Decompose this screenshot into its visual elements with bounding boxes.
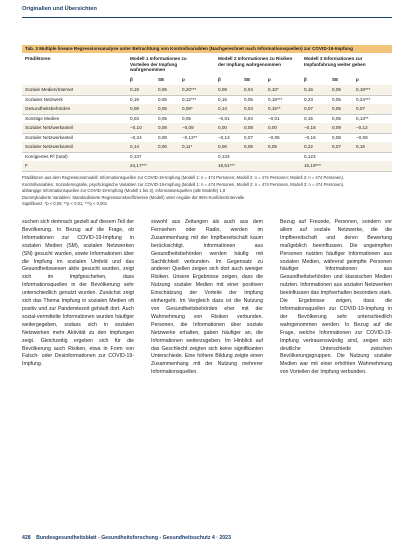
table-note: Dummykodierte Variablen: Standardisierte Regressionskoeffizienten (Modell) unter Angabe der 95%-Konfidenzintervalle bbox=[22, 194, 245, 200]
table-cell: 0,08 bbox=[332, 134, 341, 140]
table-cell: 0,23 bbox=[304, 96, 313, 102]
table-cell: 0,04 bbox=[244, 106, 253, 111]
table-cell: 0,09 bbox=[332, 125, 341, 130]
table-note: Kontrollvariablen: Soziodemografie, psychologische Variablen zur COVID-19-Impfung (Modell 1: n = 474 Personen, Modell 2: n = 474 Personen, Modell 3: n = 474 Personen). bbox=[22, 181, 345, 187]
table-cell: 0,133 bbox=[218, 153, 230, 159]
subhead: β bbox=[304, 77, 307, 82]
table-cell: 0,05 bbox=[332, 115, 341, 121]
row-label: Sozialer Netzwerkanteil bbox=[25, 125, 73, 130]
row-label: Sonstige Medien bbox=[25, 115, 60, 121]
table-cell: 0,16 bbox=[304, 87, 313, 92]
row-label: Sozialer Netzwerkanteil bbox=[25, 144, 73, 149]
model-2-header: Modell 2 Informationen zu Risiken der Impfung wahrgenommen bbox=[218, 56, 293, 67]
subhead: SE bbox=[332, 77, 339, 82]
table-cell: −0,12 bbox=[356, 125, 368, 130]
table-cell: 0,137 bbox=[130, 153, 142, 159]
table-cell: 0,14 bbox=[218, 106, 227, 111]
table-cell: 0,05 bbox=[332, 96, 341, 102]
table-cell: 0,06 bbox=[158, 144, 167, 149]
table-cell: 0,18*** bbox=[356, 87, 371, 92]
table-title: Tab. 3 Multiple lineare Regressionsanalyse unter Betrachtung von Kontrollvariablen (Nachgerechnet nach Informationsquellen) zur COVID-19-Impfung bbox=[22, 45, 392, 53]
journal-name: Bundesgesundheitsblatt - Gesundheitsforschung - Gesundheitsschutz 4 · 2023 bbox=[36, 535, 231, 541]
table-cell: 0,13** bbox=[356, 115, 369, 121]
table-cell: 0,19 bbox=[130, 96, 139, 102]
table-note: abhängige Informationsquellen zur COVID-19-Impfung (Modell 1 bis 3), Informationsquellen (alle Modelle) 1,0 bbox=[22, 188, 226, 193]
subhead: p bbox=[356, 77, 359, 82]
table-cell: 0,07 bbox=[356, 106, 365, 111]
text-column-1: suchen sich demnach gezielt auf diesem Teil der Bevölkerung. In Bezug auf die Frage, ob Informationen zur COVID-19-Impfung in sozialen Medien (SM), sozialen Netzwerken (SN) gesucht wurden, sowie Informationen über die Impfung im sozialen Umfeld und das Gesundheitswesen aktiv gesucht wurden, zeigt sich im Impfgeschehen, dass Informationsquellen in der Bevölkerung sehr unterschiedlich genutzt wurden. Zunächst zeigt sich das Thema Impfung in sozialen Medien oft positiv und zur Pandemiezeit gehäuft dort. Auch sozial-vermittelte Informationen wurden häufiger weitergegeben, sodass sich in sozialen Netzwerken mehr Aktivität zu den Impfungen zeigt. Gleichzeitig ergeben sich für die Bevölkerung auch Risiken, etwa in Form von Falsch- oder Desinformationen zur COVID-19-Impfung. bbox=[22, 219, 134, 368]
subhead: SE bbox=[244, 77, 251, 82]
table-cell: −0,13 bbox=[218, 134, 230, 140]
table-cell: 0,09 bbox=[218, 87, 227, 92]
table-cell: 0,18*** bbox=[268, 96, 283, 102]
table-cell: 0,05 bbox=[158, 87, 167, 92]
table-cell: −0,01 bbox=[218, 115, 230, 121]
table-cell: −0,10 bbox=[130, 125, 142, 130]
subhead: p bbox=[182, 77, 185, 82]
row-label: Soziale Medien/Internet bbox=[25, 87, 74, 92]
table-cell: 0,05 bbox=[332, 87, 341, 92]
table-cell: −0,16 bbox=[304, 125, 316, 130]
table-cell: 0,06 bbox=[218, 144, 227, 149]
table-cell: 0,06 bbox=[244, 144, 253, 149]
row-label: Soziales Netzwerk bbox=[25, 96, 63, 102]
table-cell: 0,14 bbox=[130, 144, 139, 149]
table-cell: 0,00 bbox=[268, 125, 277, 130]
row-label: Korrigiertes R² (total) bbox=[25, 153, 68, 159]
table-cell: 0,05 bbox=[268, 144, 277, 149]
table-cell: −0,12** bbox=[182, 134, 198, 140]
table-cell: 0,04 bbox=[244, 115, 253, 121]
table-cell: 0,00 bbox=[218, 125, 227, 130]
table-cell: 0,11* bbox=[182, 144, 193, 149]
subhead: β bbox=[130, 77, 133, 82]
table-cell: 16,51*** bbox=[218, 163, 235, 168]
table-row bbox=[22, 161, 392, 172]
page-number: 428 bbox=[22, 535, 31, 541]
page-footer bbox=[22, 535, 392, 541]
table-cell: 0,05 bbox=[158, 106, 167, 111]
text-column-2: sowohl aus Zeitungen als auch aus dem Fernsehen oder Radio, werden im Zusammenhang mit der Impfbereitschaft kaum berücksichtigt. Informationen aus Gesundheitsbehörden werden häufig mit Sachlichkeit verbunden. Im Gegensatz zu anderen Quellen zeigen sich dort auch weniger Risiken. Unsere Ergebnisse zeigen, dass die Nutzung sozialer Medien mit einer positiven Einschätzung der Vorteile der Impfung einhergeht. Im Vergleich dazu ist die Nutzung von Gesundheitsbehörden eher mit der Wahrnehmung von Risiken verbunden. Personen, die Informationen über soziale Netzwerke erhalten, gaben häufiger an, die Informationen weiterzugeben. Im Hinblick auf das Geschlecht zeigten sich keine signifikanten Unterschiede. Eine höhere Bildung zeigte einen Zusammenhang mit der Nutzung mehrerer Informationsquellen. bbox=[151, 219, 263, 376]
table-cell: 0,05 bbox=[158, 115, 167, 121]
table-cell: 0,19 bbox=[130, 87, 139, 92]
table-note: Prädiktoren aus dem Regressionsmodell: Informationsquellen zur COVID-19-Impfung (Modell 1: n = 474 Personen; Modell 2: n = 474 Personen; Modell 3: n = 474 Personen). bbox=[22, 175, 345, 180]
table-cell: 0,08 bbox=[158, 134, 167, 140]
section-header: Originalien und Übersichten bbox=[22, 6, 97, 12]
table-note: Signifikanz: *p < 0,05; **p < 0,01; ***p < 0,001 bbox=[22, 201, 108, 206]
table-cell: −0,16 bbox=[304, 134, 316, 140]
text-column-3: Bezug auf Freunde, Personen, sondern vor allem auf soziale Netzwerke, die die Impfbereitschaft und deren Bewertung maßgeblich beeinflussen. Die ungeimpften Personen nutzten häufiger Informationen aus sozialen Medien, während geimpfte Personen häufiger Informationen aus Gesundheitsbehörden und klassischen Medien nutzten. Informationen aus sozialen Netzwerken beeinflussen das Impfverhalten besonders stark. Die Ergebnisse zeigen, dass die Informationsquellen zur COVID-19-Impfung in der Bevölkerung sehr unterschiedlich wahrgenommen werden. In Bezug auf die Frage, welche Informationen zur COVID-19-Impfung vertrauenswürdig sind, zeigen sich deutliche Unterschiede zwischen Bevölkerungsgruppen. Die Nutzung sozialer Medien war mit einer erhöhten Wahrnehmung von Vorteilen der Impfung verbunden. bbox=[280, 219, 392, 376]
table-cell: 0,05 bbox=[332, 106, 341, 111]
subhead: SE bbox=[158, 77, 165, 82]
table-cell: 16,19*** bbox=[304, 163, 321, 168]
table-cell: 0,08 bbox=[158, 125, 167, 130]
table-cell: 0,24*** bbox=[356, 96, 371, 102]
subhead: β bbox=[218, 77, 221, 82]
row-label: F bbox=[25, 163, 28, 168]
row-label: Gesundheitsbehörden bbox=[25, 106, 71, 111]
table-cell: −0,24 bbox=[130, 134, 142, 140]
predictor-header: Prädiktoren bbox=[25, 56, 51, 61]
table-cell: 0,07 bbox=[244, 134, 253, 140]
table-cell: −0,05 bbox=[268, 134, 280, 140]
table-cell: 0,08 bbox=[244, 125, 253, 130]
table-cell: −0,08 bbox=[356, 134, 368, 140]
table-cell: 24,17*** bbox=[130, 163, 147, 168]
table-cell: 0,15 bbox=[304, 115, 313, 121]
table-cell: 0,22 bbox=[304, 144, 313, 149]
table-cell: 0,15** bbox=[268, 106, 281, 111]
table-cell: 0,04 bbox=[244, 87, 253, 92]
table-cell: 0,05 bbox=[182, 115, 191, 121]
table-cell: 0,07 bbox=[332, 144, 341, 149]
table-cell: 0,10* bbox=[268, 87, 279, 92]
subhead: p bbox=[268, 77, 271, 82]
table-cell: 0,123 bbox=[304, 153, 316, 159]
table-cell: 0,08 bbox=[130, 106, 139, 111]
model-3-header: Modell 3 Informationen zur Impfanfahrung weiter geben bbox=[304, 56, 366, 67]
row-label: Sozialer Netzwerkanteil bbox=[25, 134, 73, 140]
table-cell: 0,20*** bbox=[182, 87, 197, 92]
table-cell: −0,01 bbox=[268, 115, 280, 121]
header-rule bbox=[22, 17, 392, 18]
table-cell: 0,07 bbox=[304, 106, 313, 111]
table-cell: 0,16 bbox=[218, 96, 227, 102]
table-cell: 0,16 bbox=[356, 144, 365, 149]
table-cell: 0,05 bbox=[158, 96, 167, 102]
table-cell: −0,09 bbox=[182, 125, 194, 130]
table-cell: 0,12*** bbox=[182, 96, 197, 102]
model-1-header: Modell 1 Informationen zu Vorteilen der Impfung wahrgenommen bbox=[130, 56, 187, 72]
table-cell: 0,05 bbox=[244, 96, 253, 102]
table-cell: 0,08* bbox=[182, 106, 193, 111]
table-cell: 0,03 bbox=[130, 115, 139, 121]
